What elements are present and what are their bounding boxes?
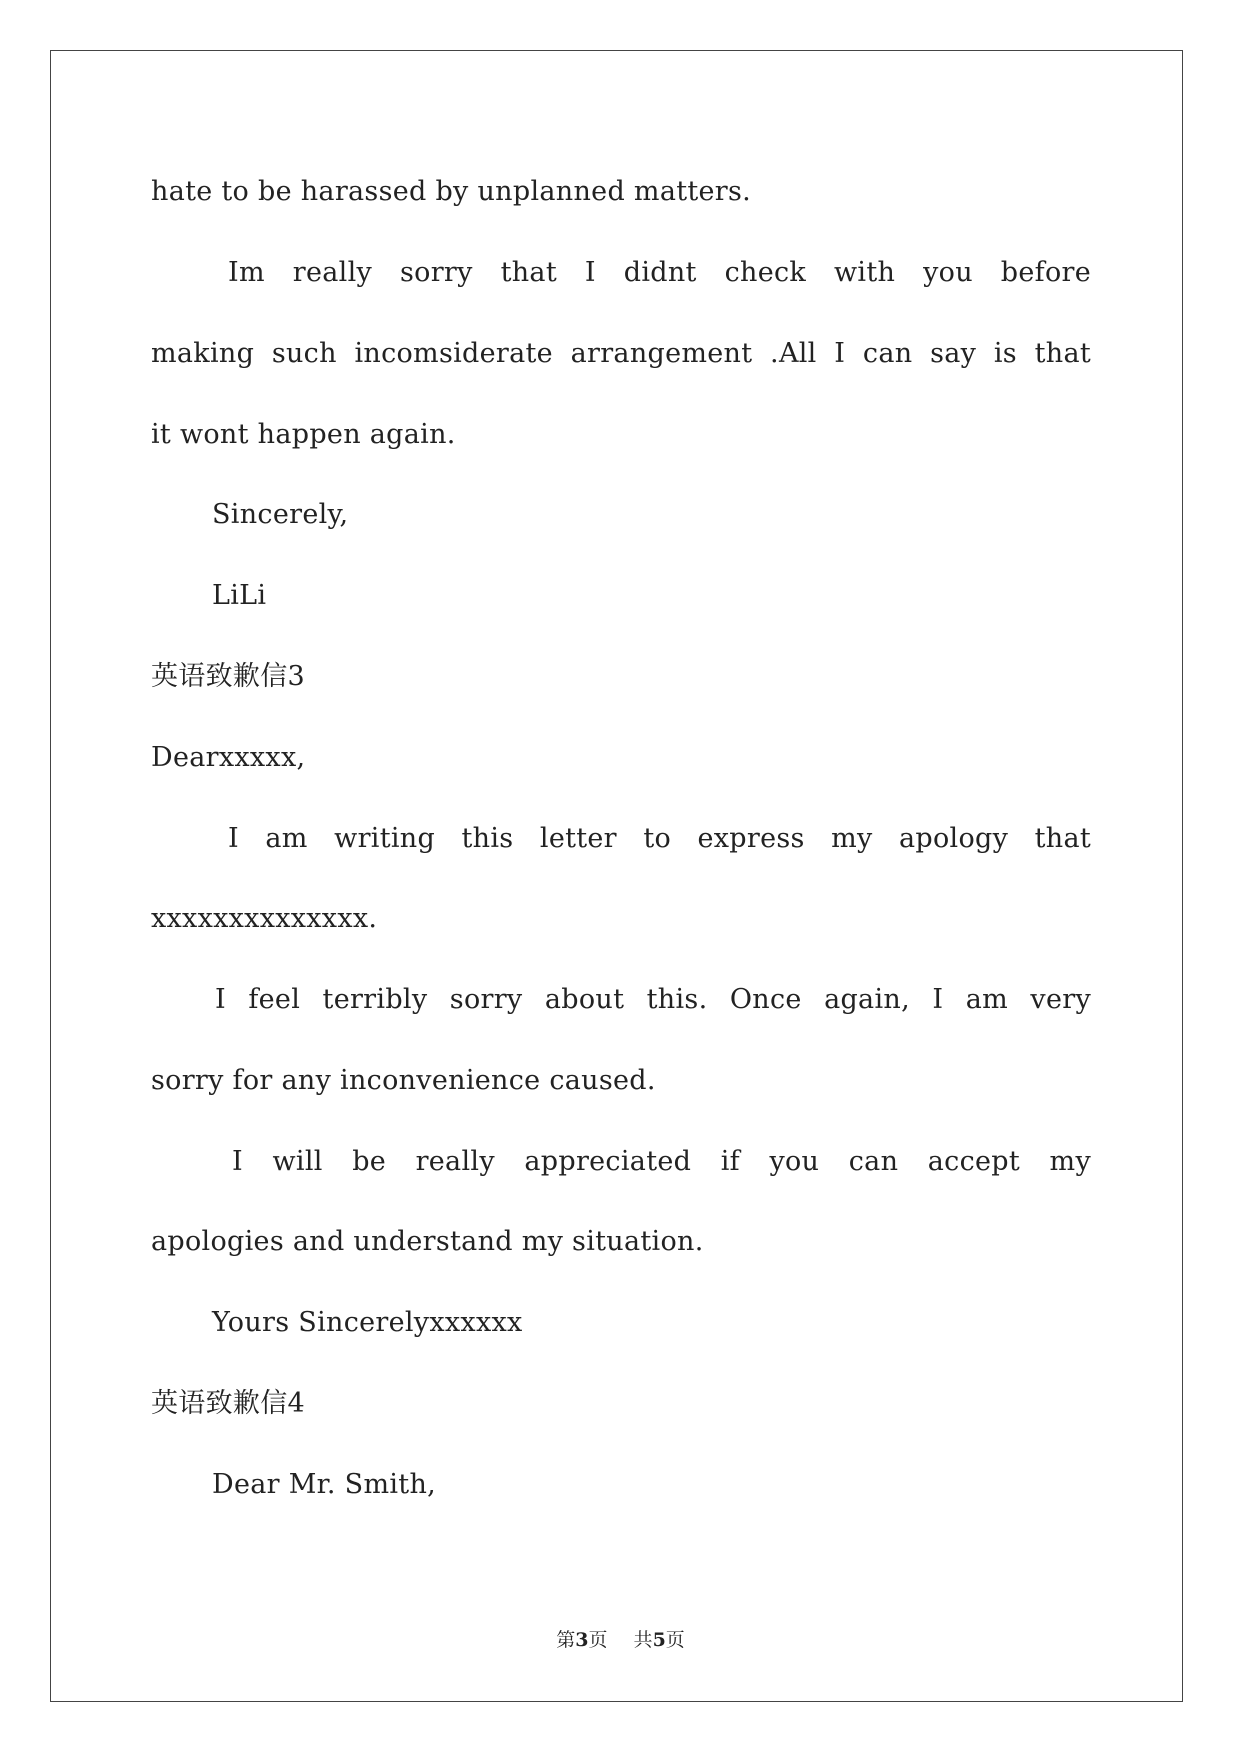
paragraph-line: xxxxxxxxxxxxxx. [151,903,378,934]
letter-salutation: Dear Mr. Smith, [212,1469,437,1500]
paragraph-line: I will be really appreciated if you can accept my [232,1146,1091,1177]
letter-closing: Yours Sincerelyxxxxxx [212,1307,523,1338]
paragraph-line: hate to be harassed by unplanned matters. [151,176,752,207]
paragraph-line: Im really sorry that I didnt check with you before [228,257,1091,288]
section-heading: 英语致歉信4 [151,1388,305,1419]
page-footer [0,1625,1241,1652]
page-label-suffix: 页 [588,1629,608,1651]
current-page-number: 3 [575,1629,589,1651]
page-label-prefix: 第 [556,1629,576,1651]
paragraph-line: I am writing this letter to express my apology that [228,823,1091,854]
section-heading: 英语致歉信3 [151,661,305,692]
paragraph-line: it wont happen again. [151,419,456,450]
paragraph-line: making such incomsiderate arrangement .All I can say is that [151,338,1091,369]
total-label-suffix: 页 [665,1629,685,1651]
letter-salutation: Dearxxxxx, [151,742,306,773]
paragraph-line: sorry for any inconvenience caused. [151,1065,656,1096]
total-pages-number: 5 [652,1629,666,1651]
page-border [50,50,1183,1702]
paragraph-line: I feel terribly sorry about this. Once again, I am very [215,984,1091,1015]
total-label-prefix: 共 [633,1629,653,1651]
letter-signature: LiLi [212,580,267,611]
paragraph-line: apologies and understand my situation. [151,1226,704,1257]
letter-closing: Sincerely, [212,499,349,530]
